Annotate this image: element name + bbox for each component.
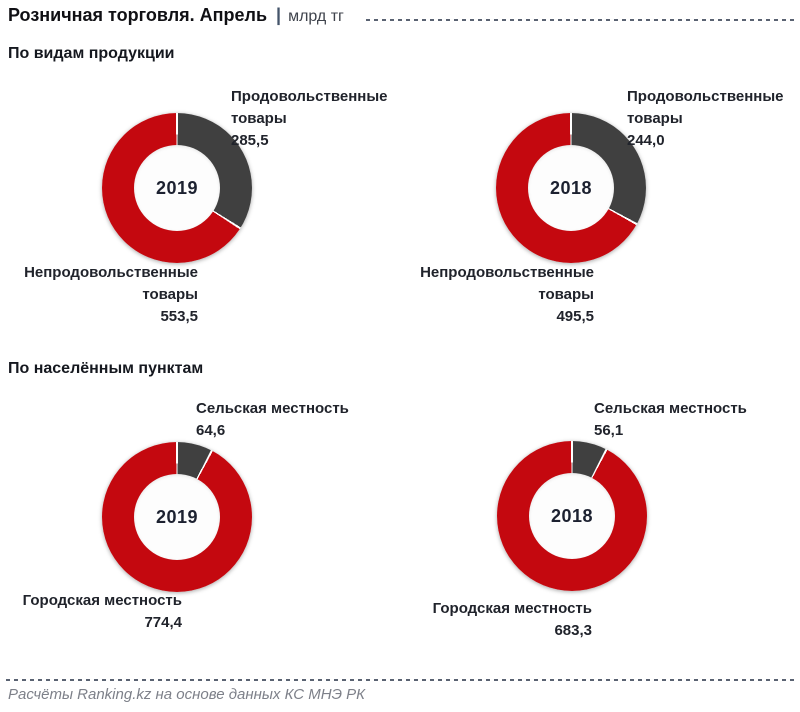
section-heading-products: По видам продукции [8, 45, 175, 62]
annotation-food-2019 [231, 86, 401, 152]
slice-label: Продовольственные товары [627, 88, 784, 127]
slice-value: 285,5 [231, 132, 269, 149]
title-separator: | [276, 5, 282, 25]
slice-label: Сельская местность [594, 400, 747, 417]
slice-value: 56,1 [594, 422, 624, 439]
donut-chart-settlements-2019 [102, 442, 252, 592]
page-title [8, 5, 344, 26]
title-dashed-line [366, 19, 796, 21]
source-note: Расчёты Ranking.kz на основе данных КС МНЭ РК [8, 686, 366, 703]
donut-chart-settlements-2018 [497, 441, 647, 591]
donut-year-label: 2019 [155, 506, 199, 527]
donut-chart-products-2018 [496, 113, 646, 263]
slice-value: 553,5 [160, 308, 198, 325]
slice-label: Непродовольственные товары [420, 264, 594, 303]
donut-year-label: 2018 [549, 177, 593, 198]
donut-chart-products-2019 [102, 113, 252, 263]
donut-year-label: 2019 [155, 177, 199, 198]
donut-year-label: 2018 [550, 505, 594, 526]
annotation-nonfood-2018 [404, 262, 594, 328]
footer-dashed-line [6, 679, 796, 681]
slice-value: 64,6 [196, 422, 226, 439]
annotation-food-2018 [627, 86, 797, 152]
annotation-urban-2019 [0, 590, 182, 634]
section-heading-settlements: По населённым пунктам [8, 360, 204, 377]
slice-value: 244,0 [627, 132, 665, 149]
annotation-urban-2018 [414, 598, 592, 642]
slice-value: 495,5 [556, 308, 594, 325]
slice-label: Продовольственные товары [231, 88, 388, 127]
slice-label: Городская местность [22, 592, 182, 609]
slice-label: Непродовольственные товары [24, 264, 198, 303]
slice-value: 683,3 [554, 622, 592, 639]
donut-hole [528, 145, 614, 231]
donut-hole [134, 474, 220, 560]
slice-label: Городская местность [432, 600, 592, 617]
donut-hole [134, 145, 220, 231]
slice-value: 774,4 [144, 614, 182, 631]
title-unit: млрд тг [288, 8, 344, 25]
annotation-nonfood-2019 [8, 262, 198, 328]
annotation-rural-2018 [594, 398, 776, 442]
page-title-text: Розничная торговля. Апрель [8, 5, 268, 25]
donut-hole [529, 473, 615, 559]
slice-label: Сельская местность [196, 400, 349, 417]
annotation-rural-2019 [196, 398, 378, 442]
